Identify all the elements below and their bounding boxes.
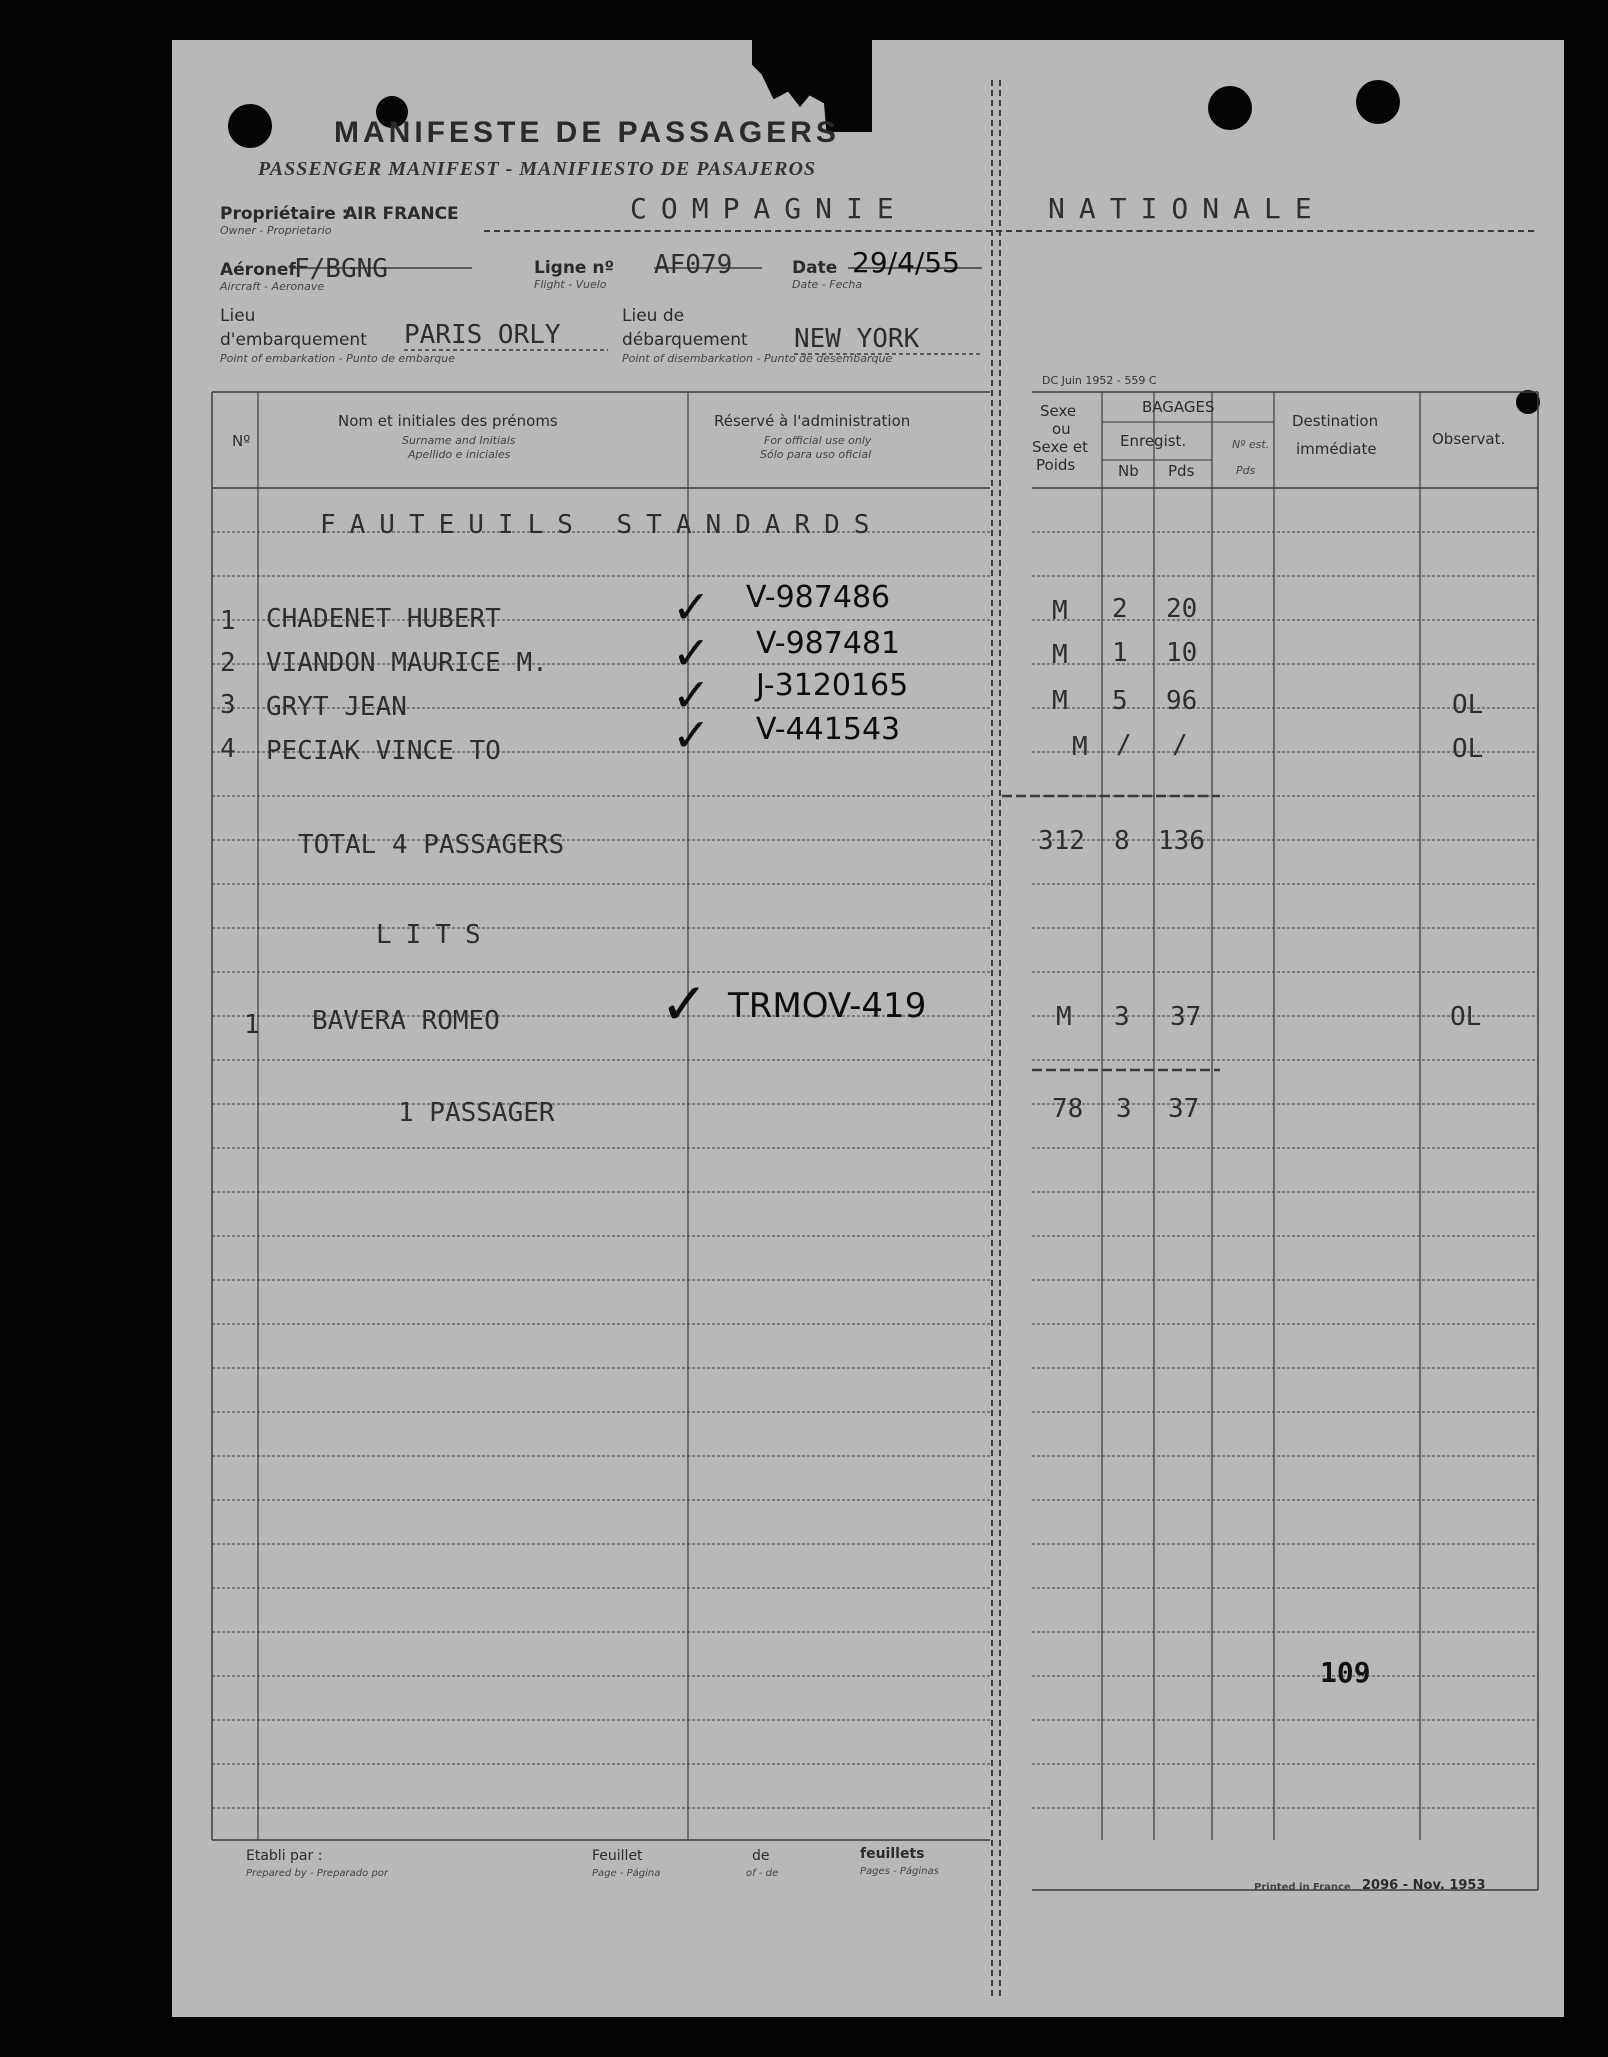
aircraft-label: Aéronef: [220, 260, 296, 280]
manifest-page: [172, 40, 1564, 2017]
owner-underline: [484, 230, 1534, 232]
embark-label: Lieu: [220, 306, 256, 326]
header-observ: Observat.: [1432, 430, 1506, 448]
company-typed-2: NATIONALE: [1048, 192, 1326, 225]
flight-sub: Flight - Vuelo: [534, 278, 607, 291]
aircraft-sub: Aircraft - Aeronave: [220, 280, 325, 293]
disembark-label: Lieu de: [622, 306, 685, 326]
row-1-name: CHADENET HUBERT: [266, 604, 501, 634]
header-enregist: Enregist.: [1120, 432, 1187, 450]
row-3-nb: 5: [1112, 686, 1128, 716]
row-3-name: GRYT JEAN: [266, 692, 407, 722]
checkmark-icon: ✓: [672, 626, 711, 680]
header-sexe-4: Poids: [1036, 456, 1076, 474]
row-1-nb: 2: [1112, 594, 1128, 624]
page-number-stamp: 109: [1320, 1656, 1371, 1689]
row-2-pds: 10: [1166, 638, 1198, 668]
date-sub: Date - Fecha: [792, 278, 863, 291]
checkmark-icon: ✓: [672, 580, 711, 634]
company-typed: COMPAGNIE: [630, 192, 908, 225]
owner-value: AIR FRANCE: [344, 204, 459, 224]
row-4-name: PECIAK VINCE TO: [266, 736, 501, 766]
row-5-no: 1: [244, 1010, 260, 1040]
header-name-sub-2: Apellido e iniciales: [408, 448, 511, 461]
row-5-name: BAVERA ROMEO: [312, 1006, 500, 1036]
disembark-label-2: débarquement: [622, 330, 748, 350]
footer-feuillet-sub: Page - Página: [592, 1868, 661, 1879]
header-nb: Nb: [1118, 462, 1139, 480]
row-4-sexe: M: [1072, 732, 1088, 762]
header-admin-sub-2: Sólo para uso oficial: [760, 448, 872, 461]
header-pds: Pds: [1168, 462, 1195, 480]
disembark-value: NEW YORK: [794, 324, 920, 354]
header-destination-2: immédiate: [1296, 440, 1377, 458]
header-admin-sub: For official use only: [764, 434, 872, 447]
footer-etabli: Etabli par :: [246, 1848, 323, 1864]
row-1-no: 1: [220, 606, 236, 636]
checkmark-icon: ✓: [672, 668, 711, 722]
row-5-nb: 3: [1114, 1002, 1130, 1032]
header-name-sub: Surname and Initials: [402, 434, 516, 447]
embark-label-2: d'embarquement: [220, 330, 367, 350]
footer-feuillets-sub: Pages - Páginas: [860, 1866, 939, 1877]
footer-feuillets: feuillets: [860, 1846, 925, 1862]
total-1-pds: 136: [1158, 826, 1205, 856]
flight-label: Ligne nº: [534, 258, 615, 278]
total-1-nb: 8: [1114, 826, 1130, 856]
footer-de: de: [752, 1848, 770, 1864]
row-1-pds: 20: [1166, 594, 1198, 624]
disembark-sub: Point of disembarkation - Punto de desembarque: [622, 352, 893, 365]
header-admin: Réservé à l'administration: [714, 412, 911, 430]
row-4-no: 4: [220, 734, 236, 764]
header-sexe: Sexe: [1040, 402, 1077, 420]
footer-de-sub: of - de: [746, 1868, 779, 1879]
row-4-obs: OL: [1452, 734, 1484, 764]
row-5-sexe: M: [1056, 1002, 1072, 1032]
date-label: Date: [792, 258, 838, 278]
footer-etabli-sub: Prepared by - Preparado por: [246, 1868, 389, 1879]
total-2-nb: 3: [1116, 1094, 1132, 1124]
row-4-pds: /: [1172, 730, 1188, 760]
form-subtitle: PASSENGER MANIFEST - MANIFIESTO DE PASAJEROS: [258, 158, 817, 180]
owner-sub: Owner - Proprietario: [220, 224, 332, 237]
owner-label: Propriétaire :: [220, 204, 349, 224]
row-3-pds: 96: [1166, 686, 1198, 716]
total-2-label: 1 PASSAGER: [398, 1098, 555, 1128]
row-4-admin: V-441543: [756, 712, 901, 747]
row-3-no: 3: [220, 690, 236, 720]
row-3-obs: OL: [1452, 690, 1484, 720]
row-2-nb: 1: [1112, 638, 1128, 668]
row-2-sexe: M: [1052, 640, 1068, 670]
header-pds2: Pds: [1236, 464, 1256, 477]
row-5-obs: OL: [1450, 1002, 1482, 1032]
row-4-nb: /: [1116, 730, 1132, 760]
header-no: Nº: [232, 432, 251, 450]
row-3-admin: J-3120165: [756, 668, 909, 703]
embark-value: PARIS ORLY: [404, 320, 561, 350]
total-2-pds: 37: [1168, 1094, 1200, 1124]
row-1-sexe: M: [1052, 596, 1068, 626]
embark-sub: Point of embarkation - Punto de embarque: [220, 352, 455, 365]
row-2-admin: V-987481: [756, 626, 901, 661]
header-sexe-2: ou: [1052, 420, 1071, 438]
total-2-sexe: 78: [1052, 1094, 1084, 1124]
section-title-standard: FAUTEUILS STANDARDS: [320, 510, 884, 540]
footer-print-code: 2096 - Nov. 1953: [1362, 1878, 1486, 1893]
footer-feuillet: Feuillet: [592, 1848, 643, 1864]
section-title-lits: LITS: [376, 920, 495, 950]
footer-printed: Printed in France: [1254, 1882, 1351, 1893]
checkmark-icon: ✓: [660, 970, 709, 1038]
header-bagages: BAGAGES: [1142, 398, 1215, 416]
row-1-admin: V-987486: [746, 580, 891, 615]
total-1-label: TOTAL 4 PASSAGERS: [298, 830, 565, 860]
checkmark-icon: ✓: [672, 708, 711, 762]
header-name: Nom et initiales des prénoms: [338, 412, 558, 430]
row-3-sexe: M: [1052, 686, 1068, 716]
flight-value: AF079: [654, 250, 733, 280]
form-title: MANIFESTE DE PASSAGERS: [334, 116, 840, 149]
row-5-admin: TRMOV-419: [728, 986, 927, 1026]
form-code: DC Juin 1952 - 559 C: [1042, 374, 1157, 387]
row-2-no: 2: [220, 648, 236, 678]
row-5-pds: 37: [1170, 1002, 1202, 1032]
header-nest: Nº est.: [1232, 438, 1270, 451]
header-destination: Destination: [1292, 412, 1379, 430]
header-sexe-3: Sexe et: [1032, 438, 1089, 456]
total-1-sexe: 312: [1038, 826, 1085, 856]
aircraft-value: F/BGNG: [294, 254, 388, 284]
row-2-name: VIANDON MAURICE M.: [266, 648, 548, 678]
date-value: 29/4/55: [852, 246, 960, 279]
